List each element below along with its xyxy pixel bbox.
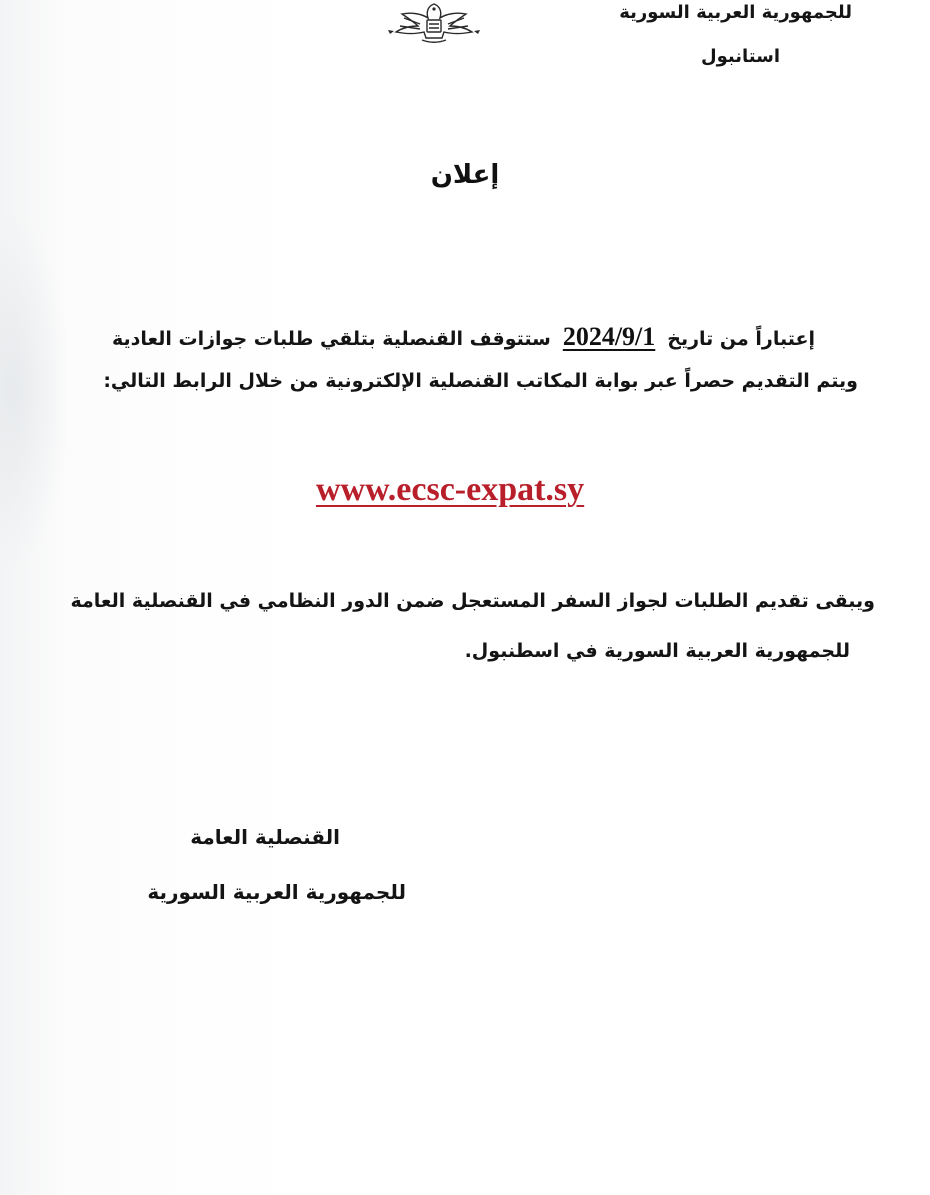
effective-date: 2024/9/1	[562, 322, 656, 351]
header-country: للجمهورية العربية السورية	[619, 2, 852, 23]
scan-shadow	[0, 210, 70, 570]
header-city: استانبول	[701, 46, 780, 67]
body-line-2: ويتم التقديم حصراً عبر بوابة المكاتب القنصلية الإلكترونية من خلال الرابط التالي:	[103, 370, 858, 392]
body-line-1-end: ستتوقف القنصلية بتلقي طلبات جوازات العادية	[111, 328, 551, 350]
signature-line-1: القنصلية العامة	[190, 825, 340, 849]
signature-line-2: للجمهورية العربية السورية	[147, 880, 406, 904]
body-line-4: للجمهورية العربية السورية في اسطنبول.	[464, 640, 850, 662]
announcement-title: إعلان	[430, 160, 500, 190]
eagle-emblem-icon	[374, 0, 494, 44]
body-line-3: ويبقى تقديم الطلبات لجواز السفر المستعجل ضمن الدور النظامي في القنصلية العامة	[70, 590, 875, 612]
body-line-1	[112, 322, 815, 352]
portal-link[interactable]: www.ecsc-expat.sy	[316, 471, 585, 508]
body-line-1-start: إعتباراً من تاريخ	[667, 328, 815, 350]
